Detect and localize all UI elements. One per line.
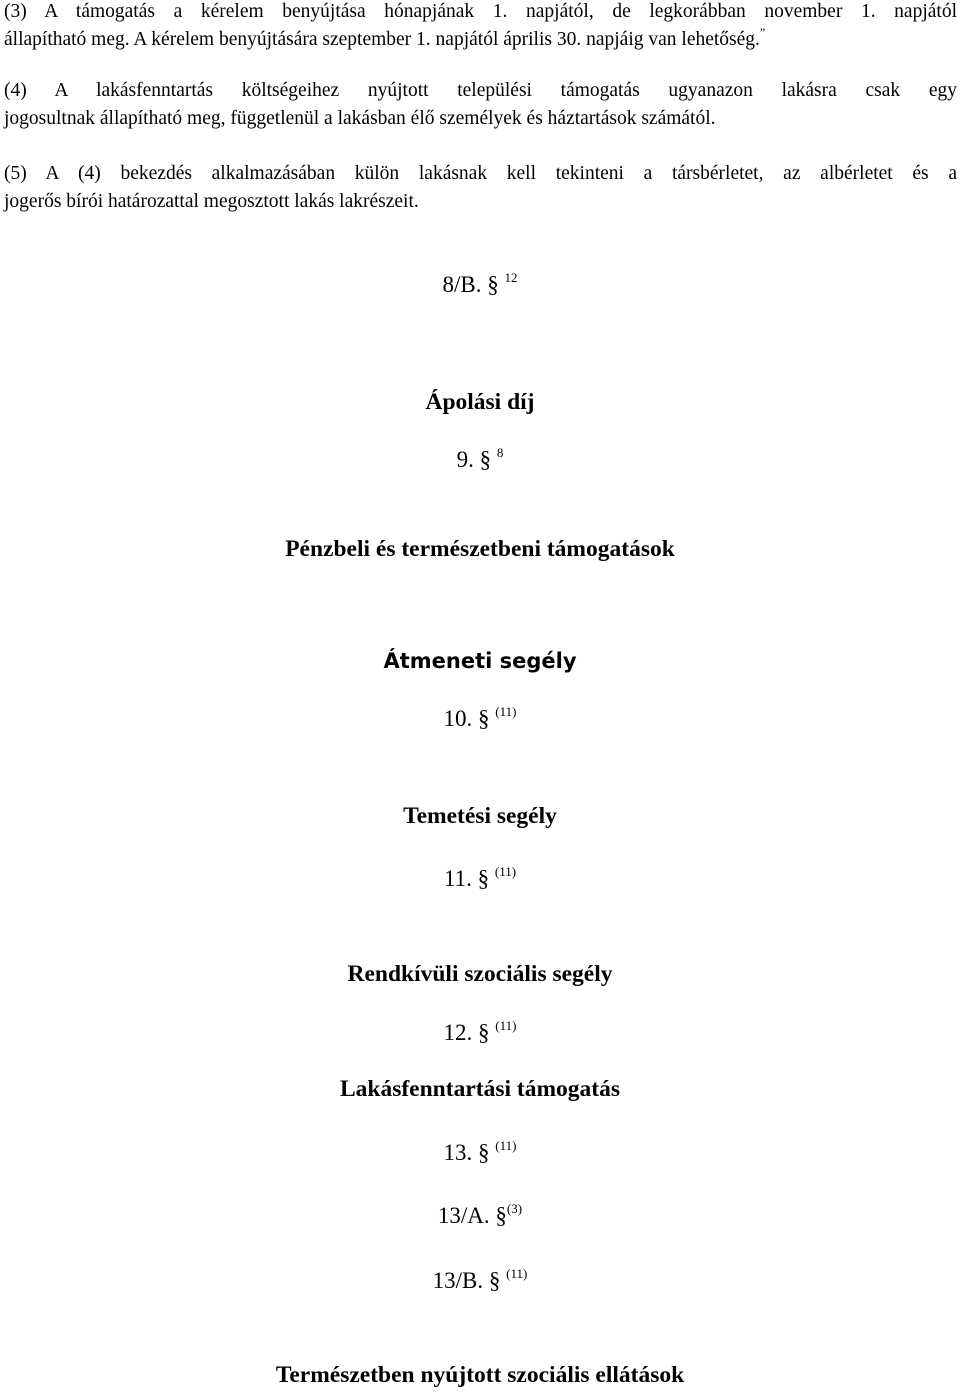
section-number-12 (0, 1018, 960, 1048)
section-number-8b (0, 270, 960, 300)
paragraph-3-line-2 (4, 26, 957, 54)
heading-temetesi-segely: Temetési segély (403, 803, 557, 829)
section-8b-note: 12 (504, 270, 518, 285)
section-9-note: 8 (496, 445, 504, 460)
paragraph-4 (4, 77, 957, 133)
paragraph-5-line-2: jogerős bírói határozattal megosztott lakás lakrészeit. (4, 191, 419, 212)
section-number-10 (0, 704, 960, 734)
section-number-9-text: 9. § (456, 447, 492, 472)
paragraph-5-line-1: (5) A (4) bekezdés alkalmazásában külön lakásnak kell tekinteni a társbérletet, az albérletet és a (4, 163, 957, 184)
paragraph-3-note-mark: ” (759, 25, 766, 39)
section-number-13-text: 13. § (443, 1140, 490, 1165)
heading-rendkivuli-szocialis-segely: Rendkívüli szociális segély (347, 961, 613, 987)
section-13b-note: (11) (506, 1266, 528, 1281)
paragraph-3-line-1: (3) A támogatás a kérelem benyújtása hónapjának 1. napjától, de legkorábban november 1. napjától (4, 1, 957, 22)
section-10-note: (11) (495, 704, 517, 719)
paragraph-4-line-1: (4) A lakásfenntartás költségeihez nyújtott települési támogatás ugyanazon lakásra csak egy (4, 80, 957, 101)
section-13a-note: (3) (506, 1201, 523, 1216)
section-number-13a-text: 13/A. § (437, 1203, 507, 1228)
section-number-13 (0, 1138, 960, 1168)
paragraph-5 (4, 160, 957, 216)
section-number-11-text: 11. § (443, 866, 490, 891)
heading-termeszetben-nyujtott: Természetben nyújtott szociális ellátások (275, 1362, 685, 1388)
heading-apolasi-dij: Ápolási díj (425, 389, 535, 415)
section-number-13b-text: 13/B. § (432, 1268, 501, 1293)
section-number-13b (0, 1266, 960, 1296)
section-number-8b-text: 8/B. § (442, 272, 499, 297)
paragraph-3-line-2-text: állapítható meg. A kérelem benyújtására szeptember 1. napjától április 30. napjáig van lehetőség. (4, 29, 760, 50)
heading-lakasfenntartasi-tamogatas: Lakásfenntartási támogatás (339, 1076, 621, 1102)
section-number-13a (0, 1201, 960, 1231)
heading-penzbeli-termeszetbeni: Pénzbeli és természetbeni támogatások (285, 536, 675, 562)
heading-atmeneti-segely: Átmeneti segély (383, 649, 577, 673)
paragraph-3 (4, 0, 957, 54)
paragraph-4-line-2: jogosultnak állapítható meg, függetlenül a lakásban élő személyek és háztartások számától. (4, 108, 716, 129)
section-number-10-text: 10. § (443, 706, 490, 731)
section-number-11 (0, 864, 960, 894)
section-11-note: (11) (494, 864, 517, 879)
section-number-12-text: 12. § (443, 1020, 490, 1045)
section-13-note: (11) (495, 1138, 517, 1153)
section-number-9 (0, 445, 960, 475)
section-12-note: (11) (495, 1018, 517, 1033)
